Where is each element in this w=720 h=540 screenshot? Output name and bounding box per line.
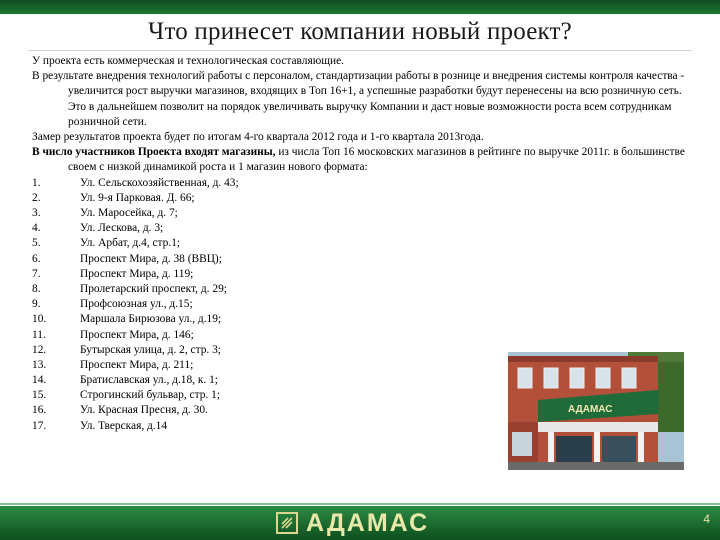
logo-text: АДАМАС (306, 508, 430, 537)
store-address: Ул. Маросейка, д. 7; (80, 207, 178, 219)
store-list-item (32, 191, 692, 206)
store-number: 9. (32, 298, 41, 311)
store-number: 8. (32, 282, 41, 295)
store-address: Строгинский бульвар, стр. 1; (80, 389, 220, 402)
store-list-item (32, 312, 692, 327)
store-number: 16. (32, 404, 47, 417)
store-number: 13. (32, 358, 47, 371)
header-band (0, 0, 720, 14)
paragraph-intro: У проекта есть коммерческая и технологическая составляющие. (32, 55, 344, 67)
store-address: Проспект Мира, д. 38 (ВВЦ); (80, 252, 222, 265)
store-list-item (32, 297, 692, 312)
company-logo (276, 510, 429, 536)
store-number: 12. (32, 343, 47, 356)
store-address: Профсоюзная ул., д.15; (80, 298, 193, 311)
store-number: 14. (32, 374, 47, 387)
store-address: Ул. Арбат, д.4, стр.1; (80, 237, 181, 250)
store-address: Ул. Тверская, д.14 (80, 419, 168, 432)
store-list-item (32, 328, 692, 343)
paragraph-measurement: Замер результатов проекта будет по итогам 4-го квартала 2012 года и 1-го квартала 2013года. (32, 131, 484, 144)
store-number: 5. (32, 237, 41, 250)
footer-divider (0, 503, 720, 505)
store-number: 4. (32, 222, 41, 235)
store-address: Ул. Красная Пресня, д. 30. (80, 404, 208, 417)
store-number: 6. (32, 252, 41, 265)
store-address: Проспект Мира, д. 146; (80, 328, 194, 341)
paragraph-participants (32, 145, 692, 175)
slide-title: Что принесет компании новый проект? (148, 18, 572, 45)
store-sign-text: АДАМАС (568, 404, 613, 415)
store-number: 15. (32, 389, 47, 402)
store-number: 7. (32, 267, 41, 280)
store-number: 11. (32, 328, 46, 341)
logo-diamond-icon (276, 512, 298, 534)
store-address: Пролетарский проспект, д. 29; (80, 282, 227, 295)
store-number: 1. (32, 176, 41, 189)
page-number: 4 (703, 512, 710, 526)
store-number: 2. (32, 191, 41, 204)
store-address: Проспект Мира, д. 211; (80, 358, 194, 371)
store-number: 10. (32, 313, 47, 326)
store-address: Братиславская ул., д.18, к. 1; (80, 374, 218, 387)
store-address: Ул. Лескова, д. 3; (80, 222, 164, 235)
store-address: Бутырская улица, д. 2, стр. 3; (80, 343, 221, 356)
title-divider (28, 50, 692, 51)
store-list-item (32, 206, 692, 221)
store-address: Маршала Бирюзова ул., д.19; (80, 313, 222, 326)
paragraph-results: В результате внедрения технологий работы с персоналом, стандартизации работы в рознице и внедрения системы контроля качества - увеличится рост выручки магазинов, входящих в Топ 16+1, а успешные разработки будут перенесены на всю розничную сеть. Это в дальнейшем позволит на порядок увеличивать выручку Компании и даст новые возможности роста всем сотрудникам розничной сети. (32, 70, 685, 128)
store-address: Ул. Сельскохозяйственная, д. 43; (80, 176, 239, 189)
store-list-item (32, 267, 692, 282)
store-address: Проспект Мира, д. 119; (80, 267, 194, 280)
store-list-item (32, 176, 692, 191)
store-list-item (32, 221, 692, 236)
participants-lead: В число участников Проекта входят магазины, (32, 146, 276, 159)
participants-text: из числа Топ 16 московских магазинов в рейтинге по выручке 2011г. в большинстве своем с низкой динамикой роста и 1 магазин нового формата: (68, 146, 685, 174)
store-number: 17. (32, 419, 47, 432)
store-list-item (32, 236, 692, 251)
store-photo (508, 352, 684, 470)
store-number: 3. (32, 207, 41, 219)
store-list-item (32, 252, 692, 267)
store-list-item (32, 282, 692, 297)
store-address: Ул. 9-я Парковая. Д. 66; (80, 191, 195, 204)
